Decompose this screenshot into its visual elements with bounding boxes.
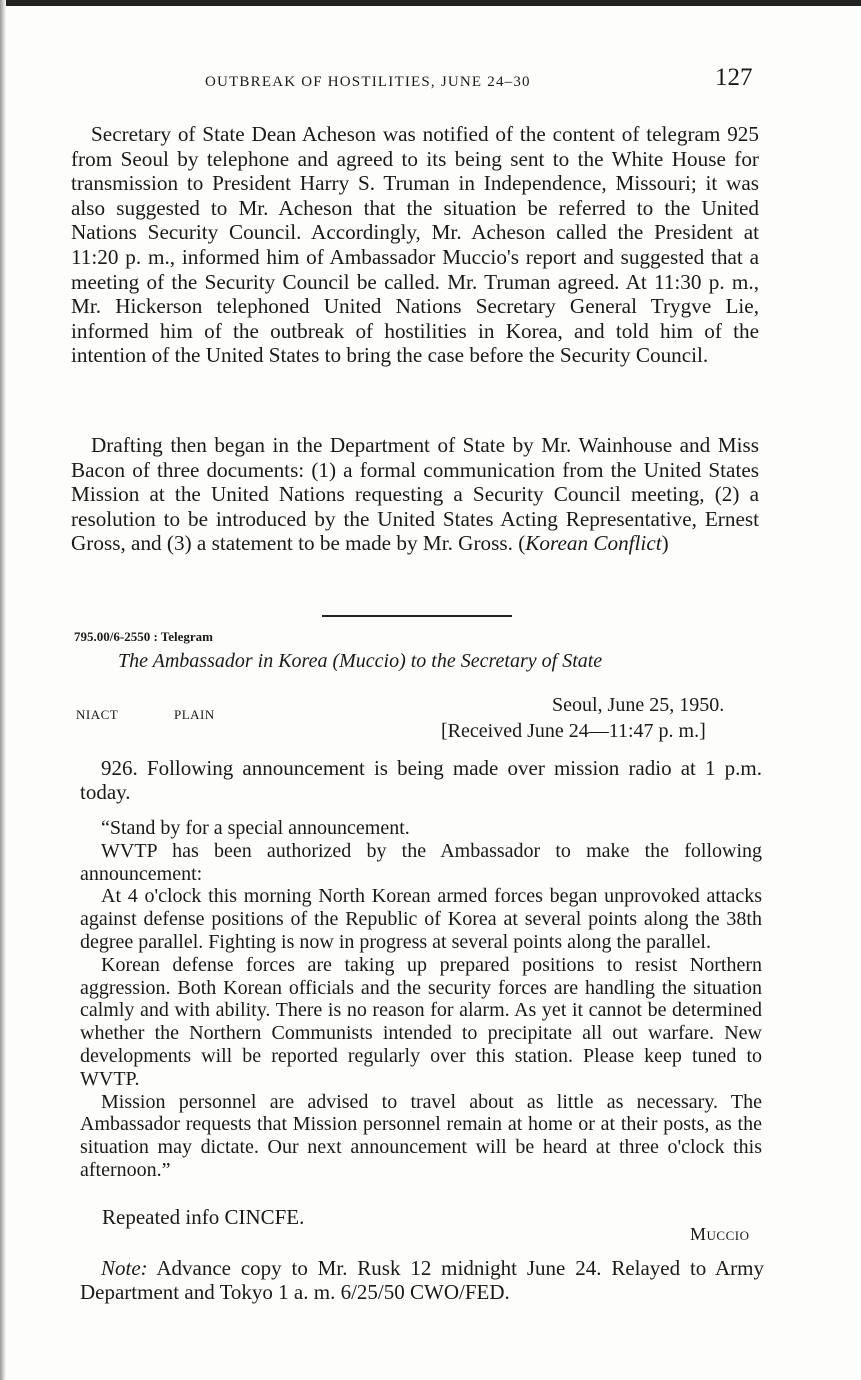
narrative-paragraph-2	[71, 433, 759, 556]
announcement-text	[80, 817, 762, 1182]
narrative-paragraph-1: Secretary of State Dean Acheson was notified of the content of telegram 925 from Seoul by telephone and agreed to its being sent to the White House for transmission to President Harry S. Truman in Independence, Missouri; it was also suggested to Mr. Acheson that the situation be referred to the United Nations Security Council. Accordingly, Mr. Acheson called the President at 11:20 p. m., informed him of Ambassador Muccio's report and suggested that a meeting of the Security Council be called. Mr. Truman agreed. At 11:30 p. m., Mr. Hickerson telephoned United Nations Secretary General Trygve Lie, informed him of the outbreak of hostilities in Korea, and told him of the intention of the United States to bring the case before the Security Council.	[71, 122, 759, 368]
signature: Muccio	[690, 1224, 750, 1244]
announcement-line-5: Mission personnel are advised to travel about as little as necessary. The Ambassador requests that Mission personnel remain at home or at their posts, as the situation may dictate. Our next announcement will be heard at three o'clock this afternoon.”	[80, 1090, 762, 1181]
paragraph-2-close: )	[661, 531, 669, 556]
document-heading: The Ambassador in Korea (Muccio) to the Secretary of State	[118, 650, 603, 672]
announcement-line-3: At 4 o'clock this morning North Korean armed forces began unprovoked attacks against defense positions of the Republic of Korea at several points along the 38th degree parallel. Fighting is now in progress at several points along the parallel.	[80, 885, 762, 953]
announcement-line-2: WVTP has been authorized by the Ambassador to make the following announcement:	[80, 839, 762, 885]
page-number: 127	[715, 64, 753, 91]
dateline: Seoul, June 25, 1950.	[552, 694, 725, 716]
paragraph-2-text: Drafting then began in the Department of State by Mr. Wainhouse and Miss Bacon of three documents: (1) a formal communication from the United States Mission at the United Nations requesting a Security Council meeting, (2) a resolution to be introduced by the United States Acting Representative, Ernest Gross, and (3) a statement to be made by Mr. Gross. (	[71, 433, 759, 556]
received-time: [Received June 24—11:47 p. m.]	[441, 720, 706, 742]
classification-niact: NIACT	[76, 707, 119, 722]
section-divider	[322, 615, 512, 617]
editorial-note	[80, 1256, 764, 1304]
source-title: Korean Conflict	[525, 531, 662, 556]
note-label: Note:	[101, 1256, 148, 1280]
file-number: 795.00/6-2550 : Telegram	[74, 629, 214, 644]
message-intro: 926. Following announcement is being made over mission radio at 1 p.m. today.	[80, 756, 762, 804]
repeated-info: Repeated info CINCFE.	[102, 1205, 305, 1229]
announcement-line-4: Korean defense forces are taking up prepared positions to resist Northern aggression. Both Korean officials and the security forces are handling the situation calmly and with ability. There is no reason for alarm. As yet it cannot be determined whether the Northern Communists intended to precipitate all out warfare. New developments will be reported regularly over this station. Please keep tuned to WVTP.	[80, 953, 762, 1090]
announcement-line-1: “Stand by for a special announcement.	[101, 817, 410, 839]
note-text: Advance copy to Mr. Rusk 12 midnight June 24. Relayed to Army Department and Tokyo 1 a. m. 6/25/50 CWO/FED.	[80, 1256, 764, 1304]
running-head: OUTBREAK OF HOSTILITIES, JUNE 24–30	[205, 74, 531, 90]
classification-plain: PLAIN	[174, 707, 215, 722]
